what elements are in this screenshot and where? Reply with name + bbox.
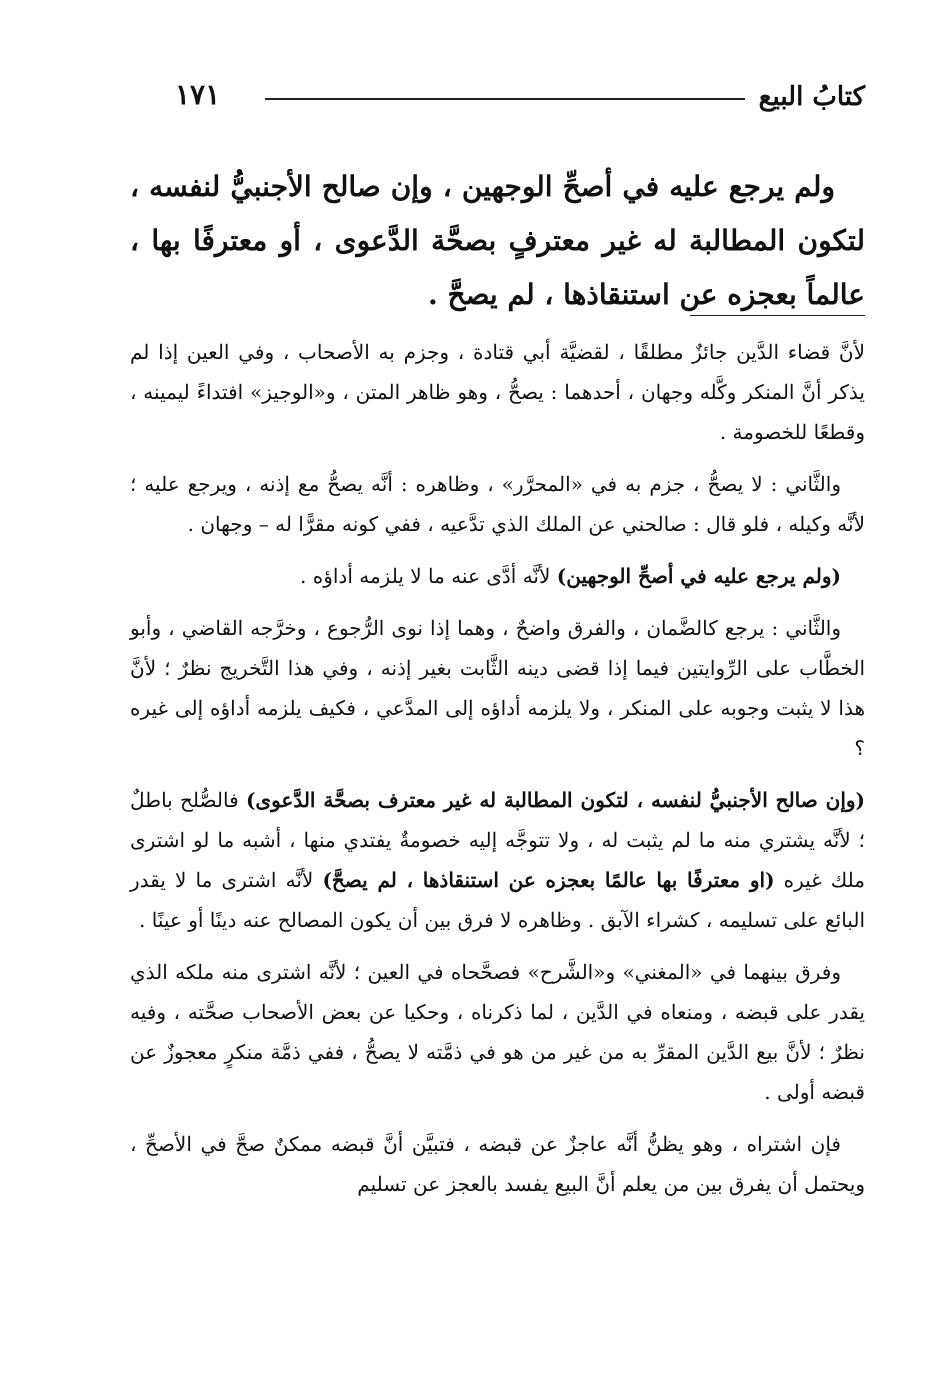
commentary-paragraph-2: والثَّاني : لا يصحُّ ، جزم به في «المحرَّر» ، وظاهره : أنَّه يصحُّ مع إذنه ، ويرجع عليه ؛ لأنَّه وكيله ، فلو قال : صالحني عن الملك الذي تدَّعيه ، ففي كونه مقرًّا له – وجهان . (130, 472, 865, 536)
quoted-matn: (ولم يرجع عليه في أصحِّ الوجهين) (556, 564, 841, 588)
commentary-text: لأنَّه أدَّى عنه ما لا يلزمه أداؤه . (300, 564, 557, 588)
header-rule (265, 98, 745, 100)
commentary-text: فالصُّلح باطلٌ ؛ لأنَّه يشتري منه ما لم يثبت له ، ولا تتوجَّه إليه خصومةٌ يفتدي منها ، أشبه ما لو اشترى ملك غيره (130, 788, 865, 892)
commentary-paragraph-5 (130, 780, 865, 940)
quoted-matn: (وإن صالح الأجنبيُّ لنفسه ، لتكون المطالبة له غير معترف بصحَّة الدَّعوى) (245, 788, 866, 812)
chapter-title: كتابُ البيع (758, 82, 865, 112)
commentary-paragraph-1: لأنَّ قضاء الدَّين جائزٌ مطلقًا ، لقضيَّة أبي قتادة ، وجزم به الأصحاب ، وفي العين إذا لم يذكر أنَّ المنكر وكَّله وجهان ، أحدهما : يصحُّ ، وهو ظاهر المتن ، و«الوجيز» افتداءً ليمينه ، وقطعًا للخصومة . (130, 340, 865, 444)
commentary-paragraph-4: والثَّاني : يرجع كالضَّمان ، والفرق واضحٌ ، وهما إذا نوى الرُّجوع ، وخرَّجه القاضي ، وأبو الخطَّاب على الرِّوايتين فيما إذا قضى دينه الثَّابت بغير إذنه ، وفي هذا التَّخريج نظرٌ ؛ لأنَّ هذا لا يثبت وجوبه على المنكر ، ولا يلزمه أداؤه إلى المدَّعي ، فكيف يلزمه أداؤه إلى غيره ؟ (130, 616, 865, 760)
commentary-paragraph-6: وفرق بينهما في «المغني» و«الشَّرح» فصحَّحاه في العين ؛ لأنَّه اشترى منه ملكه الذي يقدر على قبضه ، ومنعاه في الدَّين ، لما ذكرناه ، وحكيا عن بعض الأصحاب صحَّته ، وفيه نظرٌ ؛ لأنَّ بيع الدَّين المقرِّ به من غير من هو في ذمَّته لا يصحُّ ، ففي ذمَّة منكرٍ معجوزٌ عن قبضه أولى . (130, 960, 865, 1104)
section-divider (690, 315, 865, 316)
commentary-paragraph-7: فإن اشتراه ، وهو يظنُّ أنَّه عاجزٌ عن قبضه ، فتبيَّن أنَّ قبضه ممكنٌ صحَّ في الأصحِّ ، ويحتمل أن يفرق بين من يعلم أنَّ البيع يفسد بالعجز عن تسليم (130, 1132, 865, 1196)
page-number: ١٧١ (175, 78, 221, 111)
page-header (175, 78, 865, 122)
commentary-paragraph-3 (130, 556, 865, 596)
commentary-text: لأنَّه اشترى ما لا يقدر البائع على تسليمه ، كشراء الآبق . وظاهره لا فرق بين أن يكون المصالح عنه دينًا أو عينًا . (130, 868, 865, 932)
main-text (130, 160, 865, 322)
quoted-matn: (او معترفًا بها عالمًا بعجزه عن استنقاذها ، لم يصحَّ) (322, 868, 775, 892)
main-text-paragraph: ولم يرجع عليه في أصحِّ الوجهين ، وإن صالح الأجنبيُّ لنفسه ، لتكون المطالبة له غير معترفٍ بصحَّة الدَّعوى ، أو معترفًا بها ، عالماً بعجزه عن استنقاذها ، لم يصحَّ . (130, 170, 865, 311)
commentary (130, 332, 865, 1216)
